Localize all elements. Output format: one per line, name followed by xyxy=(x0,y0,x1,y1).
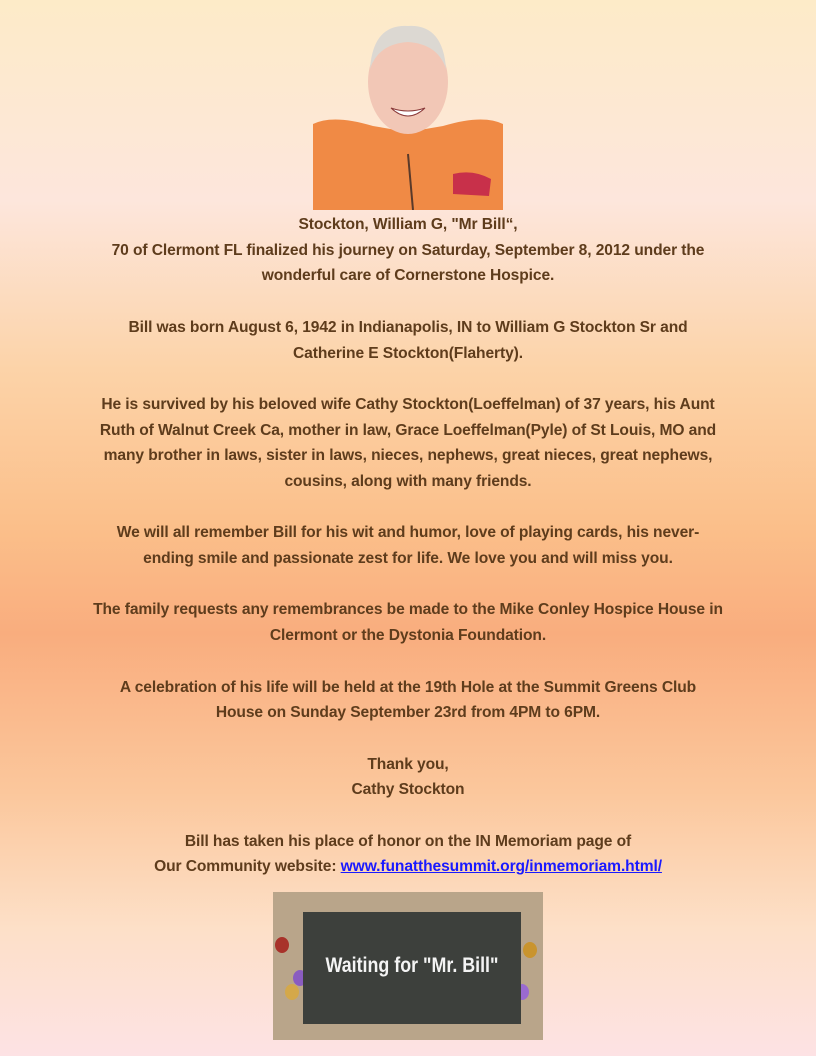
text-line: The family requests any remembrances be made to the Mike Conley Hospice House in xyxy=(93,601,723,619)
text-prefix: Our Community website: xyxy=(154,858,341,876)
paragraph-remembrances xyxy=(0,597,816,648)
text-line: Bill was born August 6, 1942 in Indianapolis, IN to William G Stockton Sr and xyxy=(128,318,688,336)
paragraph-signature xyxy=(0,752,816,803)
paragraph-remember xyxy=(0,520,816,571)
text-line: House on Sunday September 23rd from 4PM to 6PM. xyxy=(215,704,601,722)
text-line: A celebration of his life will be held at the 19th Hole at the Summit Greens Club xyxy=(119,678,697,696)
text-line: Catherine E Stockton(Flaherty). xyxy=(293,344,523,362)
name-heading: Stockton, William G, "Mr Bill“, xyxy=(298,216,518,233)
text-line: wonderful care of Cornerstone Hospice. xyxy=(261,267,555,285)
text-line: Bill has taken his place of honor on the IN Memoriam page of xyxy=(184,832,632,850)
text-line: 70 of Clermont FL finalized his journey on Saturday, September 8, 2012 under the xyxy=(111,241,705,259)
signature: Cathy Stockton xyxy=(351,781,465,799)
banner-text: Waiting for "Mr. Bill" xyxy=(325,954,499,977)
paragraph-announcement xyxy=(0,212,816,289)
paragraph-birth xyxy=(0,315,816,366)
portrait-photo xyxy=(313,14,503,210)
text-line: many brother in laws, sister in laws, nieces, nephews, great nieces, great nephews, xyxy=(103,447,713,465)
memoriam-link[interactable]: www.funatthesummit.org/inmemoriam.html/ xyxy=(340,858,662,876)
paragraph-survivors xyxy=(0,392,816,495)
text-line: He is survived by his beloved wife Cathy Stockton(Loeffelman) of 37 years, his Aunt xyxy=(101,395,715,413)
text-line: Thank you, xyxy=(367,755,449,773)
paragraph-celebration xyxy=(0,675,816,726)
waiting-banner-image xyxy=(273,892,543,1040)
balloon xyxy=(275,937,289,953)
text-line: Clermont or the Dystonia Foundation. xyxy=(269,627,547,645)
text-line: cousins, along with many friends. xyxy=(284,473,532,490)
balloon xyxy=(523,942,537,958)
text-line: ending smile and passionate zest for life. We love you and will miss you. xyxy=(143,550,673,568)
obituary-text xyxy=(0,212,816,906)
balloon xyxy=(285,984,299,1000)
text-line: Ruth of Walnut Creek Ca, mother in law, Grace Loeffelman(Pyle) of St Louis, MO and xyxy=(99,421,717,439)
screen xyxy=(303,912,521,1024)
paragraph-memoriam xyxy=(0,829,816,880)
text-line xyxy=(0,854,816,880)
text-line: We will all remember Bill for his wit and humor, love of playing cards, his never- xyxy=(116,524,700,542)
